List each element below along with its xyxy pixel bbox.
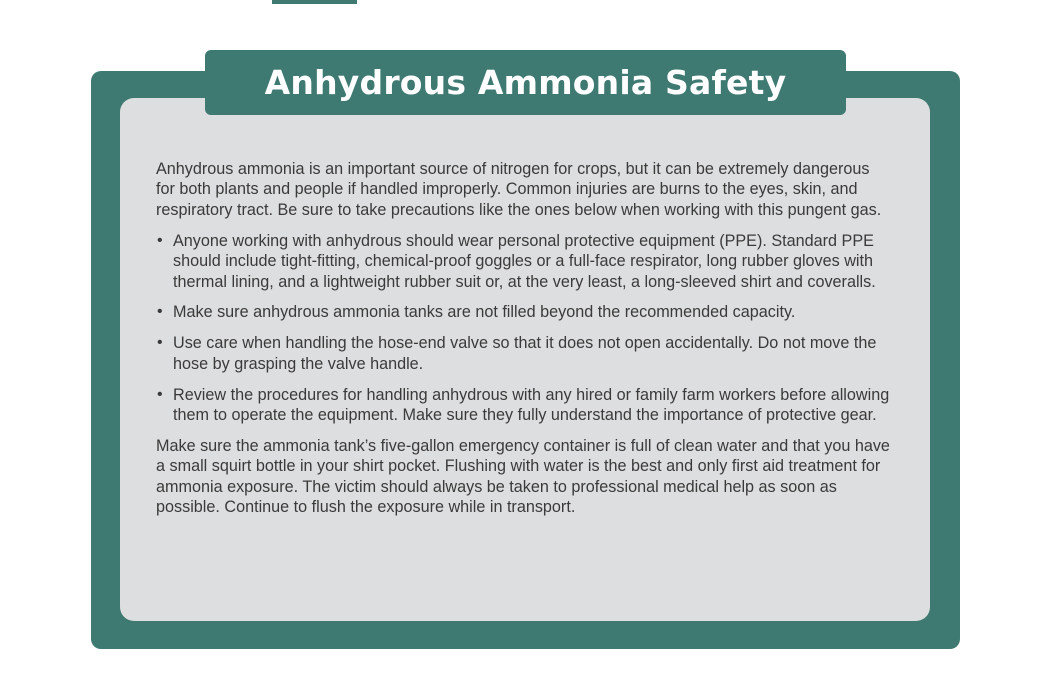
title-tab [205,50,846,115]
precautions-list [156,231,892,426]
list-item-text: Use care when handling the hose-end valve so that it does not open accidentally. Do not move the hose by grasping the valve handle. [173,334,877,373]
bullet-icon: • [157,334,163,352]
content-body [156,159,892,528]
intro-paragraph: Anhydrous ammonia is an important source of nitrogen for crops, but it can be extremely dangerous for both plants and people if handled improperly. Common injuries are burns to the eyes, skin, and respiratory tract. Be sure to take precautions like the ones below when working with this pungent gas. [156,160,882,219]
list-item [156,302,892,322]
closing-paragraph: Make sure the ammonia tank’s five-gallon emergency container is full of clean water and that you have a small squirt bottle in your shirt pocket. Flushing with water is the best and only first aid treatment for ammonia exposure. The victim should always be taken to professional medical help as soon as possible. Continue to flush the exposure while in transport. [156,436,890,517]
list-item-text: Review the procedures for handling anhydrous with any hired or family farm workers before allowing them to operate the equipment. Make sure they fully understand the importance of protective gear. [173,385,890,425]
list-item [156,385,892,426]
bullet-icon: • [157,385,163,403]
list-item-text: Make sure anhydrous ammonia tanks are not filled beyond the recommended capacity. [173,303,796,322]
list-item [156,231,892,292]
list-item-text: Anyone working with anhydrous should wear personal protective equipment (PPE). Standard PPE should include tight-fitting, chemical-proof goggles or a full-face respirator, long rubber gloves with thermal lining, and a lightweight rubber suit or, at the very least, a long-sleeved shirt and coveralls. [173,231,876,291]
top-accent-bar [272,0,357,4]
page-title: Anhydrous Ammonia Safety [264,63,787,102]
list-item [156,333,892,374]
bullet-icon: • [157,231,163,249]
bullet-icon: • [157,303,163,321]
